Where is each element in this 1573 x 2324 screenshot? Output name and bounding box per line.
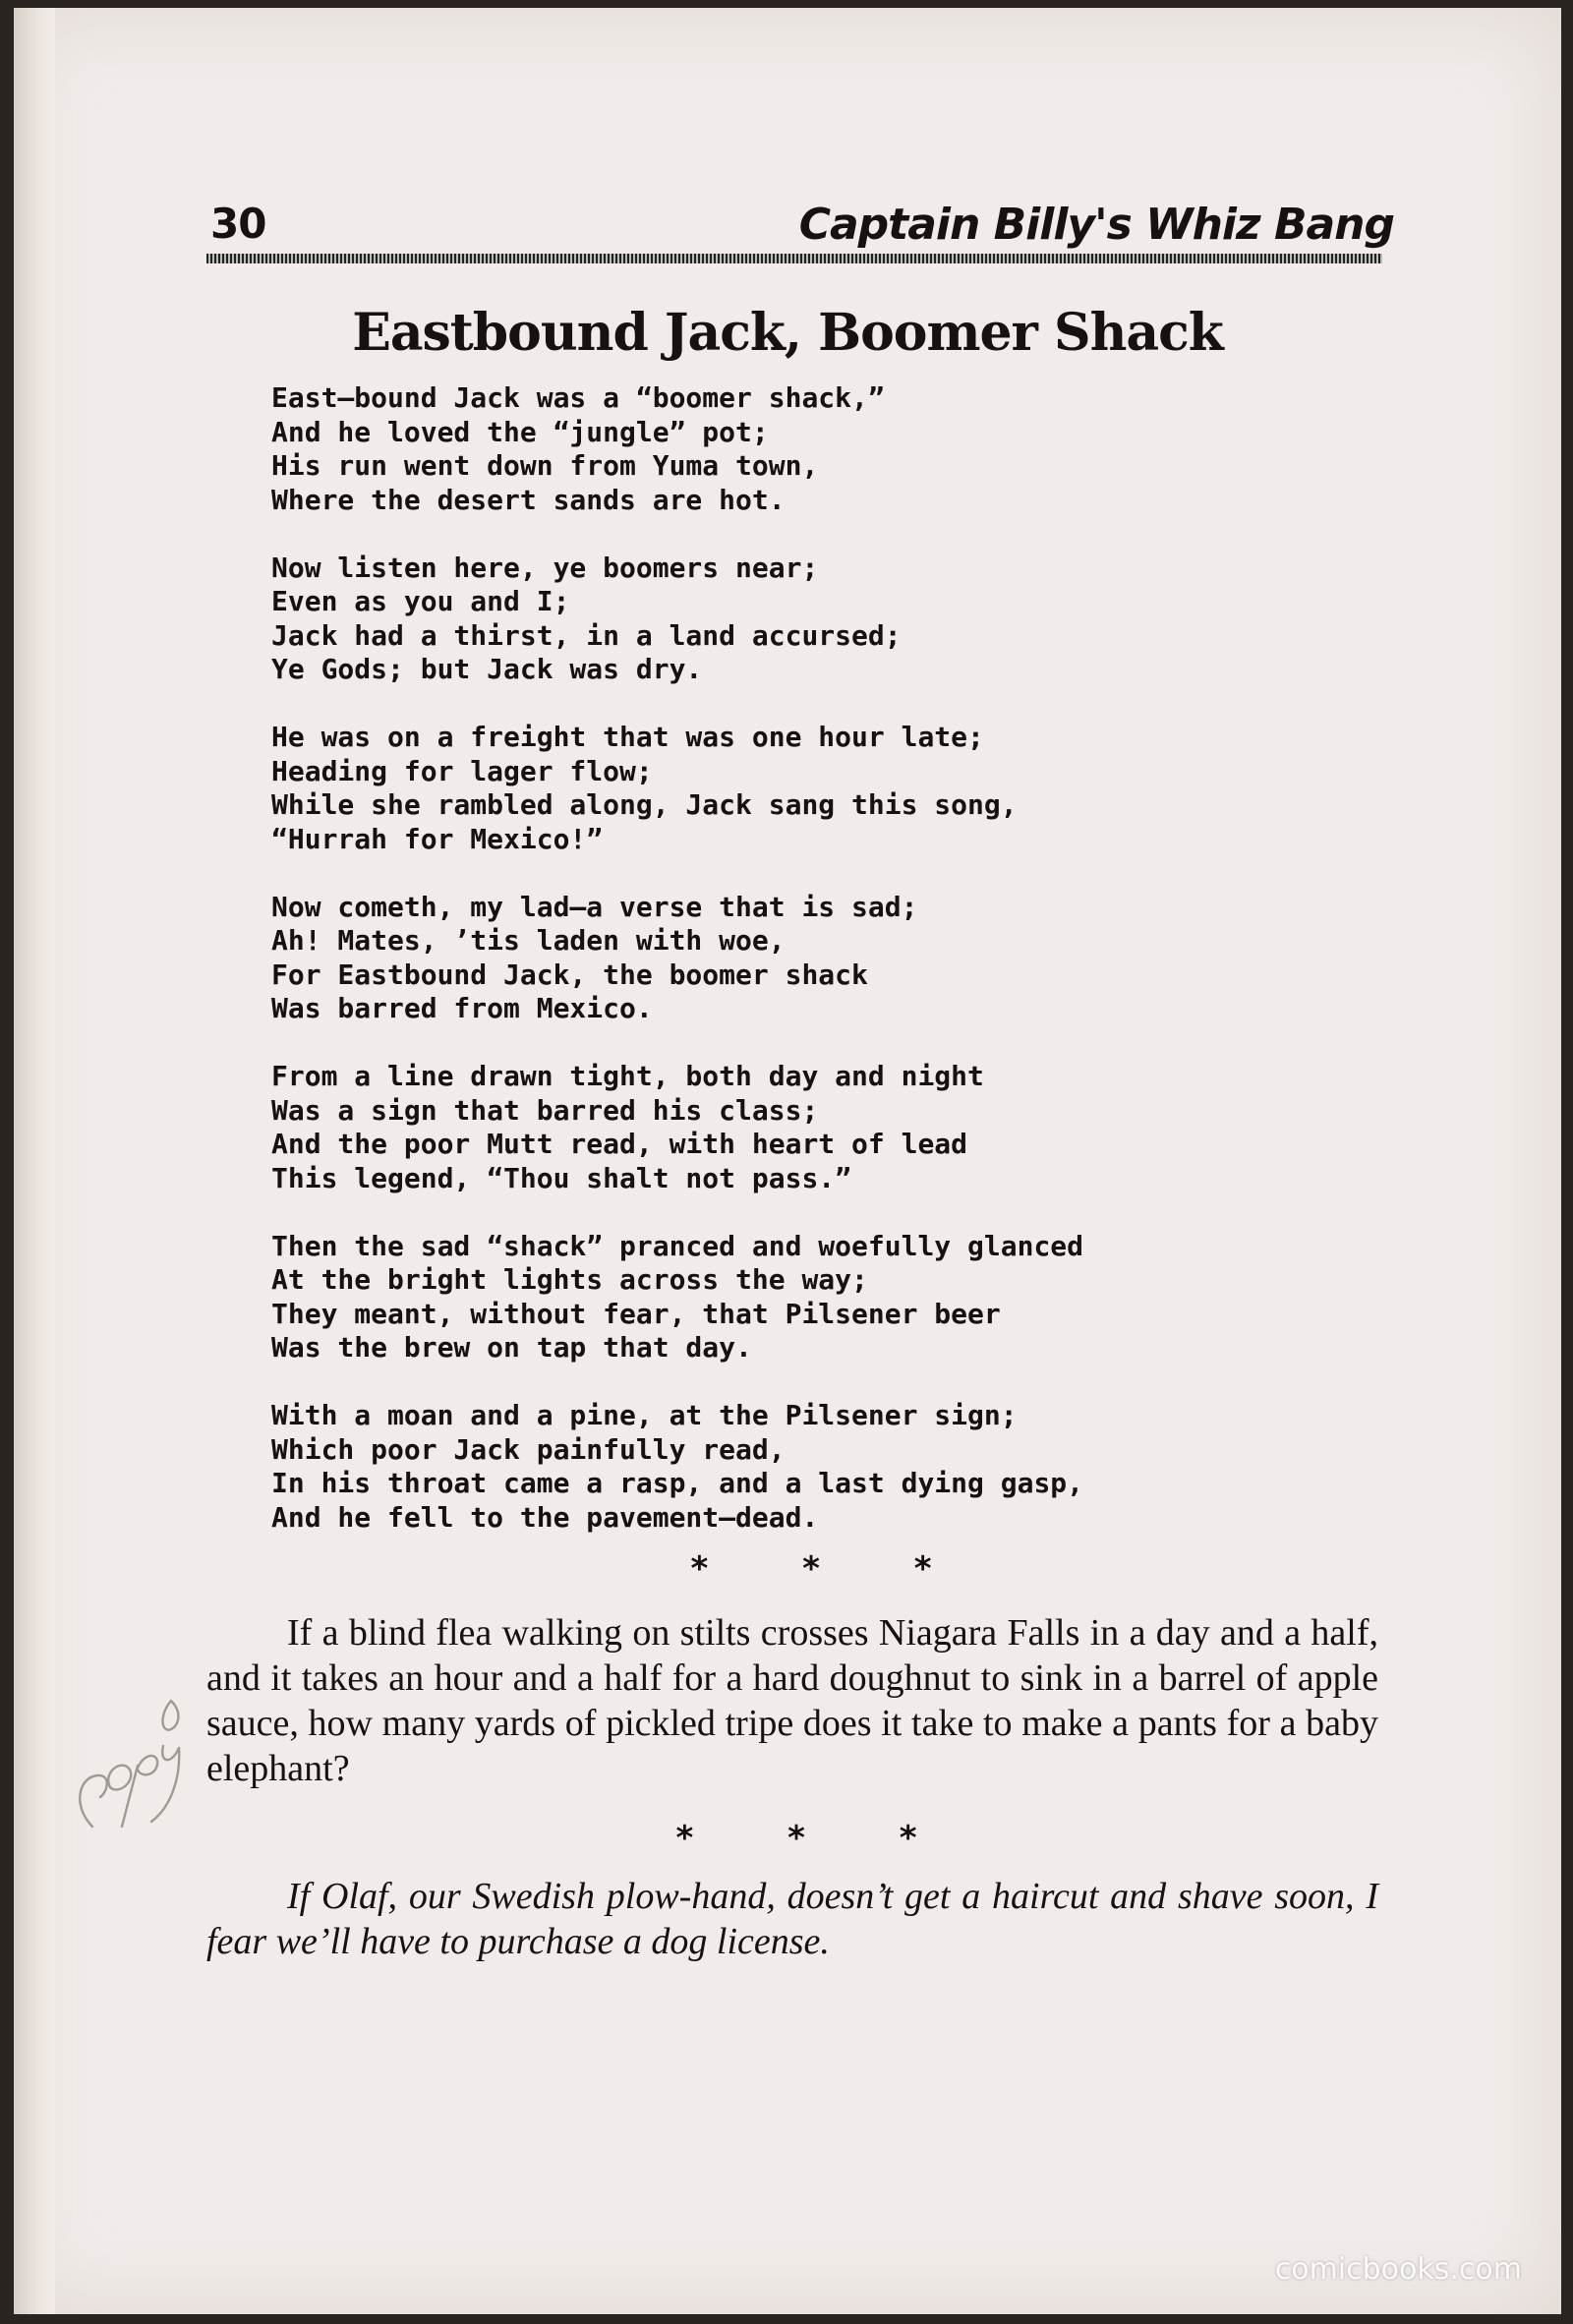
poem-line: Where the desert sands are hot.: [271, 483, 786, 516]
poem-stanza: [271, 1060, 1254, 1195]
poem-line: Even as you and I;: [271, 585, 570, 617]
poem-line: And he fell to the pavement—dead.: [271, 1500, 819, 1534]
poem-line: Jack had a thirst, in a land accursed;: [271, 618, 902, 652]
poem-stanza: [271, 1399, 1254, 1535]
poem-line: “Hurrah for Mexico!”: [271, 822, 604, 855]
poem-stanza: [271, 721, 1254, 856]
header-rule: [206, 254, 1382, 263]
poem-body: [271, 381, 1254, 1569]
poem-line: This legend, “Thou shalt not pass.”: [271, 1161, 852, 1194]
poem-line: While she rambled along, Jack sang this song,: [271, 788, 1018, 821]
poem-line: In his throat came a rasp, and a last dying gasp,: [271, 1467, 1084, 1499]
poem-line: Then the sad “shack” pranced and woefully glanced: [271, 1229, 1084, 1262]
poem-line: Was barred from Mexico.: [271, 992, 653, 1024]
poem-stanza: [271, 552, 1254, 687]
joke-paragraph: If a blind flea walking on stilts crosses Niagara Falls in a day and a half, and it takes an hour and a half for a hard doughnut to sink in a barrel of apple sauce, how many yards of pickled tripe does it take to make a pants for a baby elephant?: [206, 1612, 1378, 1789]
poem-line: From a line drawn tight, both day and night: [271, 1060, 984, 1092]
poem-line: And the poor Mutt read, with heart of lead: [271, 1128, 968, 1160]
poem-line: Now cometh, my lad—a verse that is sad;: [271, 890, 918, 923]
poem-line: At the bright lights across the way;: [271, 1263, 868, 1296]
watermark-logo: [1275, 2252, 1522, 2287]
asterism-separator: * * *: [675, 1819, 959, 1858]
pencil-margin-note: [53, 1640, 210, 1836]
poem-line: Heading for lager flow;: [271, 754, 653, 787]
joke-paragraph-italic: If Olaf, our Swedish plow-hand, doesn’t get a haircut and shave soon, I fear we’ll have to purchase a dog license.: [206, 1876, 1378, 1962]
poem-line: He was on a freight that was one hour late;: [271, 721, 984, 753]
poem-line: For Eastbound Jack, the boomer shack: [271, 958, 868, 991]
poem-stanza: [271, 891, 1254, 1026]
poem-stanza: [271, 381, 1254, 517]
poem-line: Was the brew on tap that day.: [271, 1331, 752, 1364]
poem-line: And he loved the “jungle” pot;: [271, 415, 769, 448]
magazine-page: [14, 8, 1561, 2314]
asterism-separator: * * *: [690, 1549, 973, 1589]
poem-line: Which poor Jack painfully read,: [271, 1432, 786, 1466]
poem-line: Ye Gods; but Jack was dry.: [271, 653, 703, 685]
running-title: Captain Billy's Whiz Bang: [798, 200, 1394, 250]
poem-line: Now listen here, ye boomers near;: [271, 551, 819, 584]
poem-line: His run went down from Yuma town,: [271, 449, 819, 482]
poem-line: With a moan and a pine, at the Pilsener sign;: [271, 1399, 1018, 1431]
poem-line: East–bound Jack was a “boomer shack,”: [271, 381, 885, 414]
page-number: 30: [210, 200, 266, 248]
poem-line: Was a sign that barred his class;: [271, 1093, 819, 1127]
poem-stanza: [271, 1230, 1254, 1365]
poem-line: They meant, without fear, that Pilsener beer: [271, 1297, 1001, 1330]
watermark-text: comicbooks.com: [1274, 2252, 1522, 2287]
poem-line: Ah! Mates, ’tis laden with woe,: [271, 924, 786, 957]
poem-title: Eastbound Jack, Boomer Shack: [352, 303, 1223, 363]
